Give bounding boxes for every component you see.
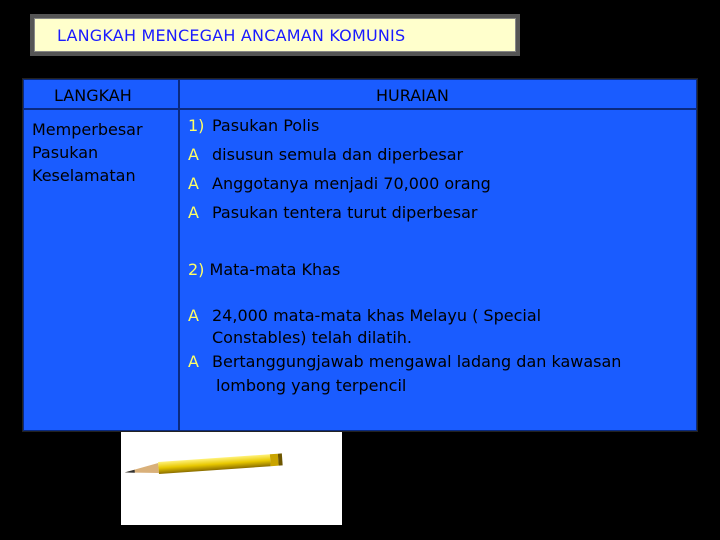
- huraian-cell: [179, 109, 697, 431]
- bullet-icon: A: [188, 306, 199, 325]
- section1-number: 1): [188, 116, 205, 135]
- header-langkah: LANGKAH: [54, 86, 132, 105]
- langkah-cell: [23, 109, 179, 431]
- langkah-text: [32, 118, 178, 187]
- section2-heading: Mata-mata Khas: [209, 260, 341, 279]
- bullet-text: 24,000 mata-mata khas Melayu ( Special: [212, 306, 542, 325]
- bullet-icon: A: [188, 174, 199, 193]
- bullet-text: Bertanggungjawab mengawal ladang dan kawasan: [212, 352, 622, 371]
- header-cell-langkah: [23, 79, 179, 109]
- bullet-text: Anggotanya menjadi 70,000 orang: [212, 174, 491, 193]
- list-item: [188, 145, 463, 165]
- list-item: [188, 203, 477, 223]
- langkah-line: Pasukan: [32, 143, 99, 162]
- langkah-line: Memperbesar: [32, 120, 143, 139]
- pencil-icon: [121, 432, 342, 525]
- slide-title: LANGKAH MENCEGAH ANCAMAN KOMUNIS: [34, 18, 516, 52]
- langkah-line: Keselamatan: [32, 166, 136, 185]
- section2-heading-line: [188, 260, 340, 280]
- bullet-icon: A: [188, 352, 199, 371]
- bullet-icon: A: [188, 145, 199, 164]
- title-frame: [30, 14, 520, 56]
- list-item: [188, 174, 491, 194]
- list-item: [188, 352, 621, 372]
- bullet-icon: A: [188, 203, 199, 222]
- bullet-text: disusun semula dan diperbesar: [212, 145, 464, 164]
- section1-heading: Pasukan Polis: [212, 116, 320, 135]
- section1-heading-line: [188, 116, 319, 136]
- header-huraian: HURAIAN: [376, 86, 449, 105]
- bullet-text-continued: Constables) telah dilatih.: [212, 328, 413, 347]
- section2-number: 2): [188, 260, 205, 279]
- bullet-text-continued: lombong yang terpencil: [216, 376, 407, 395]
- bullet-text: Pasukan tentera turut diperbesar: [212, 203, 478, 222]
- pencil-image: [121, 432, 342, 525]
- content-table: [22, 78, 698, 432]
- list-item: [188, 306, 541, 326]
- header-cell-huraian: [179, 79, 697, 109]
